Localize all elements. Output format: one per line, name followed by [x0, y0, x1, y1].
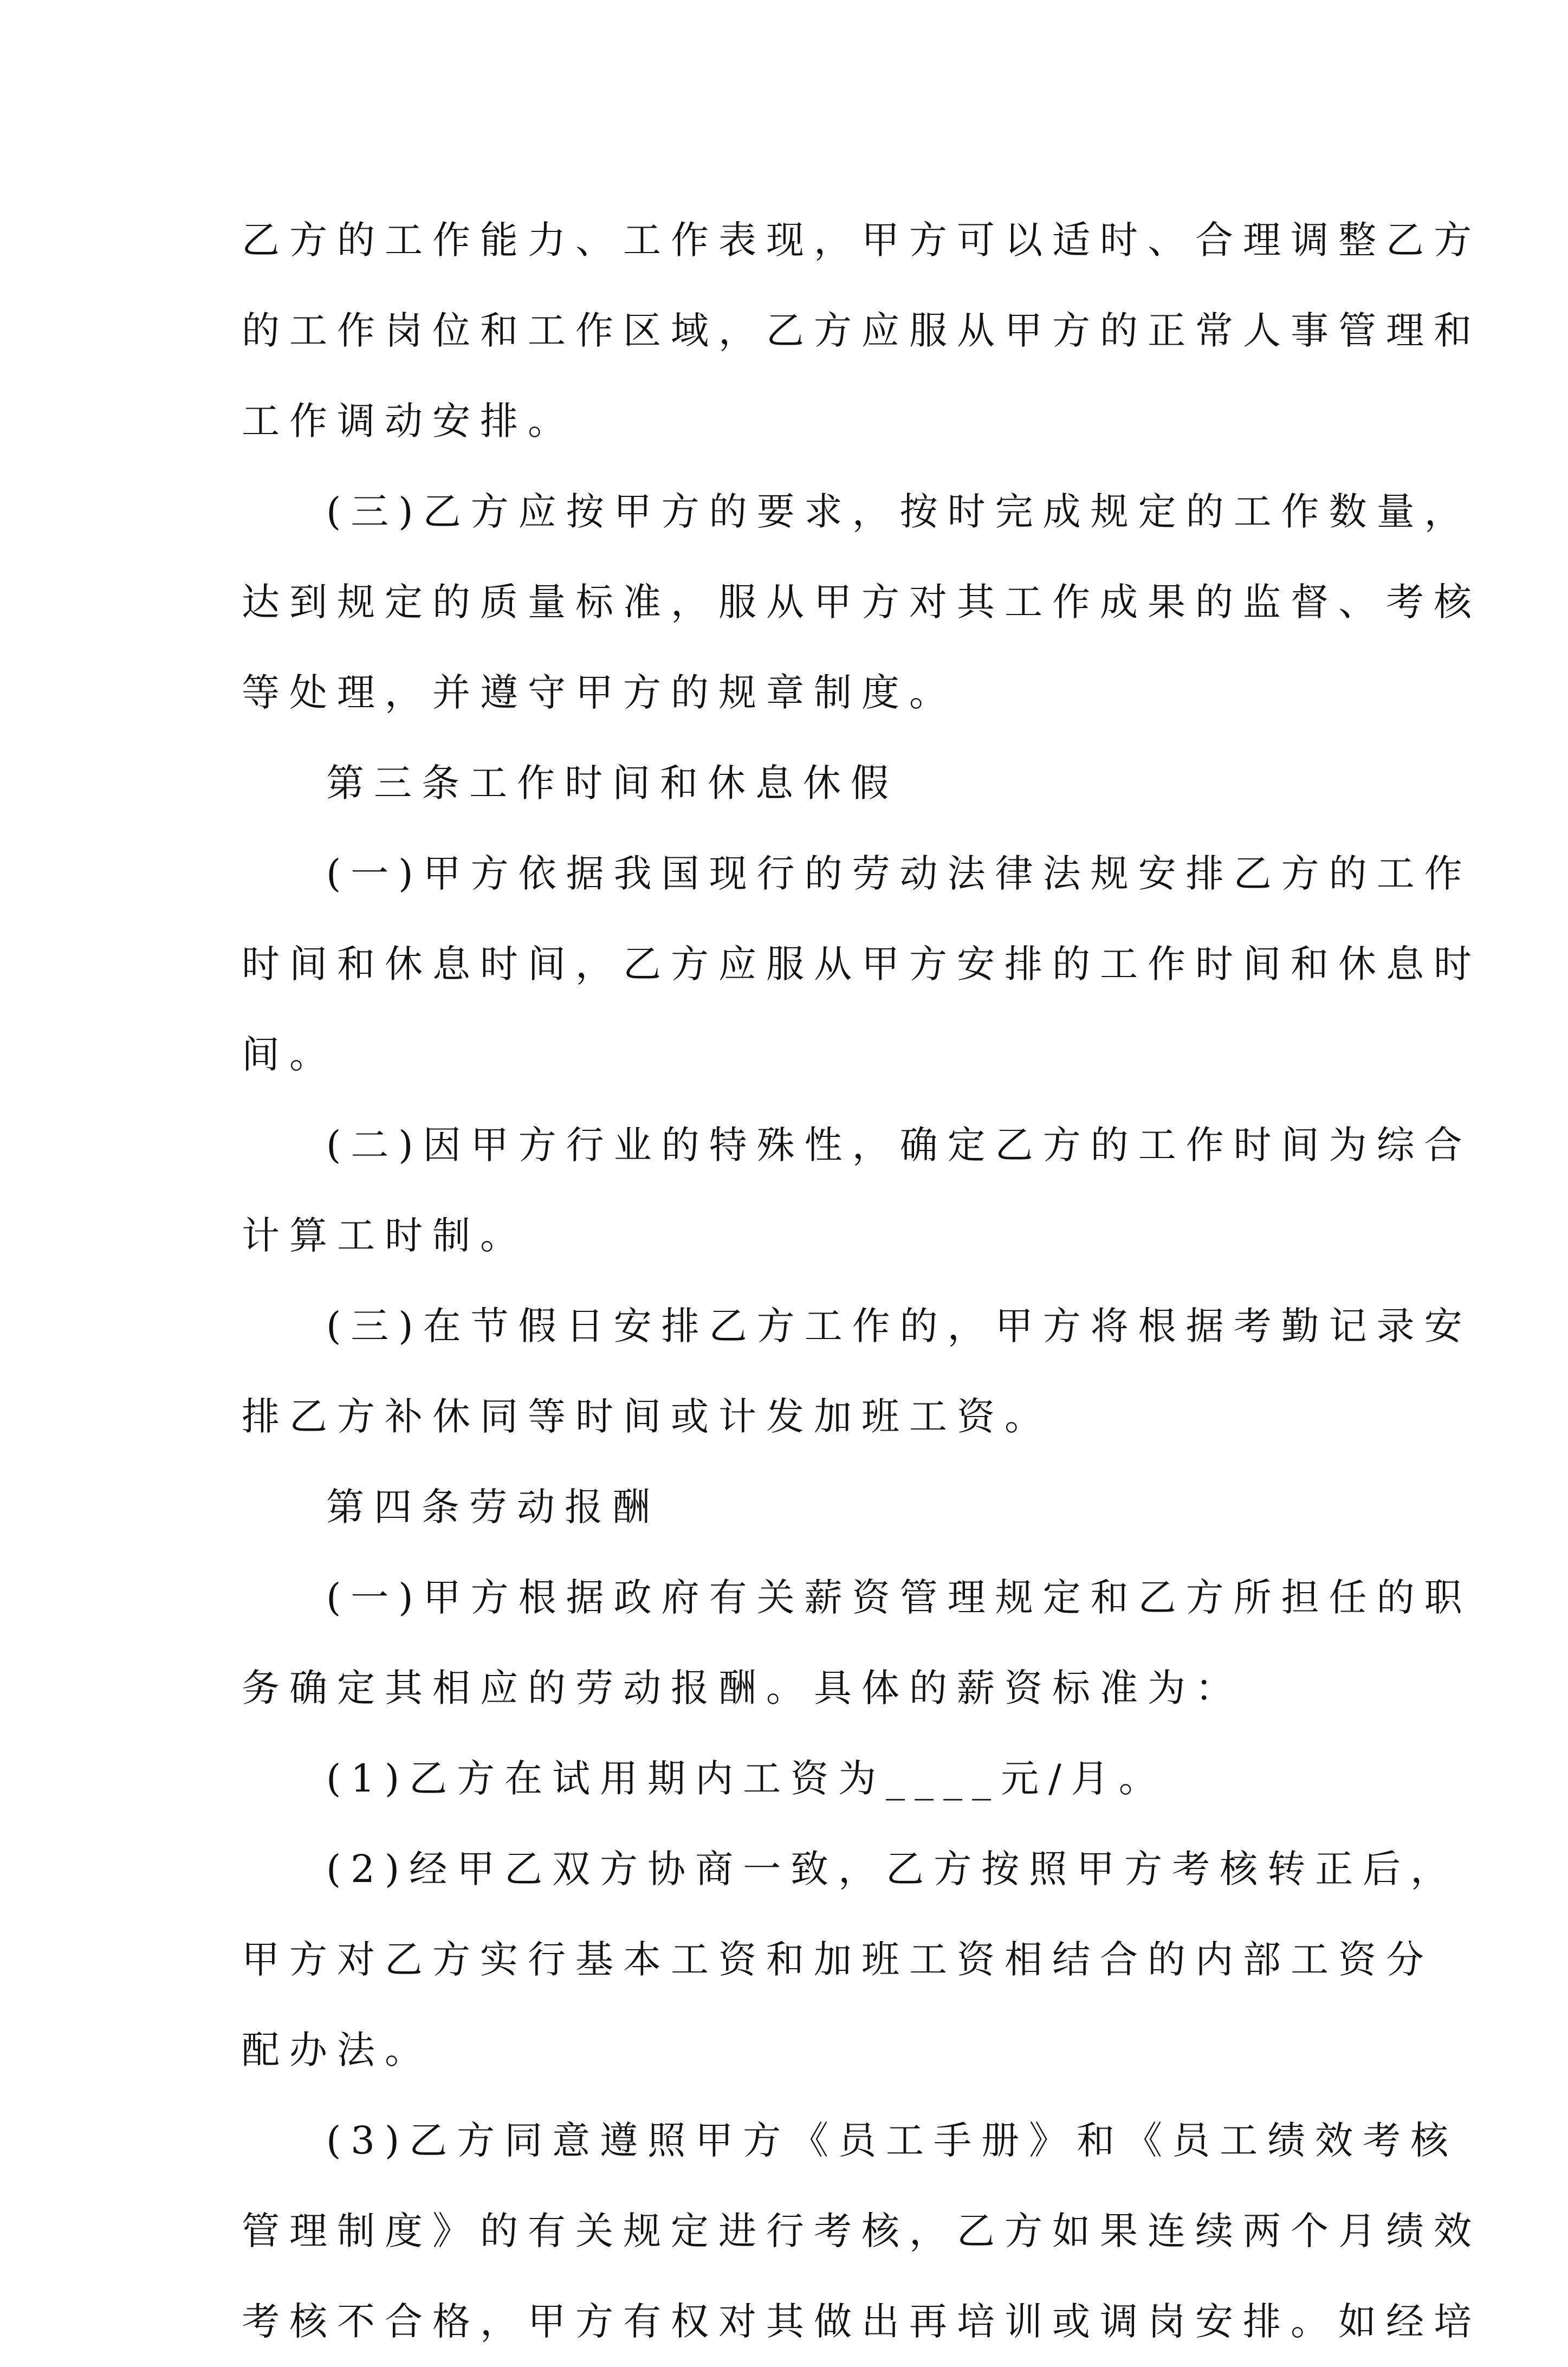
text-line: 甲方对乙方实行基本工资和加班工资相结合的内部工资分 — [242, 1937, 1434, 1982]
document-body — [242, 195, 1481, 2367]
text-line: 计算工时制。 — [242, 1213, 528, 1258]
text-line: 管理制度》的有关规定进行考核，乙方如果连续两个月绩效 — [242, 2209, 1481, 2253]
text-line: 务确定其相应的劳动报酬。具体的薪资标准为： — [242, 1666, 1243, 1710]
text-line: 乙方的工作能力、工作表现，甲方可以适时、合理调整乙方 — [242, 218, 1481, 262]
text-line: (一)甲方根据政府有关薪资管理规定和乙方所担任的职 — [326, 1575, 1472, 1620]
text-line: (3)乙方同意遵照甲方《员工手册》和《员工绩效考核 — [326, 2118, 1459, 2163]
text-line: 间。 — [242, 1032, 337, 1077]
text-line: (1)乙方在试用期内工资为____元/月。 — [326, 1756, 1167, 1801]
text-line: 等处理，并遵守甲方的规章制度。 — [242, 670, 957, 715]
text-line: (2)经甲乙双方协商一致，乙方按照甲方考核转正后， — [326, 1847, 1459, 1891]
text-line: 配办法。 — [242, 2028, 432, 2072]
text-line: 考核不合格，甲方有权对其做出再培训或调岗安排。如经培 — [242, 2299, 1481, 2344]
text-line: (二)因甲方行业的特殊性，确定乙方的工作时间为综合 — [326, 1123, 1472, 1167]
text-line: (三)乙方应按甲方的要求，按时完成规定的工作数量， — [326, 489, 1472, 534]
text-line: 排乙方补休同等时间或计发加班工资。 — [242, 1394, 1052, 1439]
text-line: (三)在节假日安排乙方工作的，甲方将根据考勤记录安 — [326, 1304, 1472, 1348]
text-line: 达到规定的质量标准，服从甲方对其工作成果的监督、考核 — [242, 580, 1481, 624]
text-line: (一)甲方依据我国现行的劳动法律法规安排乙方的工作 — [326, 851, 1472, 896]
text-line: 的工作岗位和工作区域，乙方应服从甲方的正常人事管理和 — [242, 308, 1481, 353]
section-heading: 第四条劳动报酬 — [326, 1485, 660, 1529]
section-heading: 第三条工作时间和休息休假 — [326, 761, 898, 805]
text-line: 工作调动安排。 — [242, 399, 575, 443]
text-line: 时间和休息时间，乙方应服从甲方安排的工作时间和休息时 — [242, 942, 1481, 986]
